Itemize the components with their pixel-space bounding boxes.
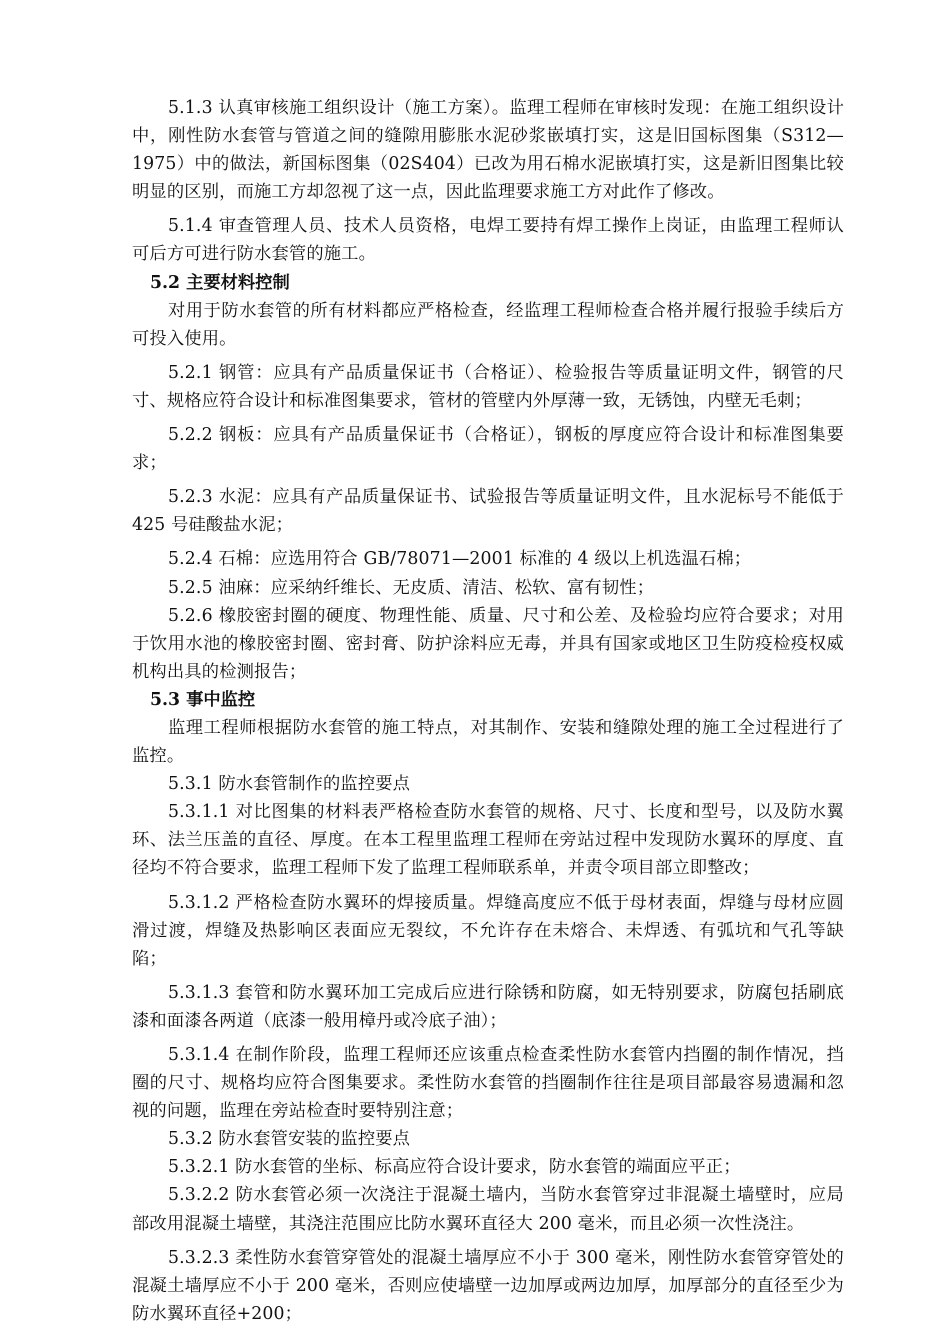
paragraph-5-2-3: 5.2.3 水泥：应具有产品质量保证书、试验报告等质量证明文件，且水泥标号不能低于 425 号硅酸盐水泥；	[132, 487, 844, 536]
subheading-5-3-1: 5.3.1 防水套管制作的监控要点	[168, 774, 411, 795]
paragraph-5-2-2: 5.2.2 钢板：应具有产品质量保证书（合格证），钢板的厚度应符合设计和标准图集要求；	[132, 425, 844, 474]
paragraph-5-2-5: 5.2.5 油麻：应采纳纤维长、无皮质、清洁、松软、富有韧性；	[168, 577, 655, 598]
paragraph-5-3-2-2: 5.3.2.2 防水套管必须一次浇注于混凝土墙内，当防水套管穿过非混凝土墙壁时，应局部改用混凝土墙壁，其浇注范围应比防水翼环直径大 200 毫米，而且必须一次性浇注。	[132, 1185, 844, 1234]
section-heading-5-3: 5.3 事中监控	[150, 689, 256, 710]
paragraph-5-1-3: 5.1.3 认真审核施工组织设计（施工方案）。监理工程师在审核时发现：在施工组织设计中，刚性防水套管与管道之间的缝隙用膨胀水泥砂浆嵌填打实，这是旧国标图集（S312—1975）中的做法，新国标图集（02S404）已改为用石棉水泥嵌填打实，这是新旧图集比较明显的区别，而施工方却忽视了这一点，因此监理要求施工方对此作了修改。	[132, 98, 844, 203]
subheading-5-3-2: 5.3.2 防水套管安装的监控要点	[168, 1129, 411, 1150]
paragraph-5-2-6: 5.2.6 橡胶密封圈的硬度、物理性能、质量、尺寸和公差、及检验均应符合要求；对用于饮用水池的橡胶密封圈、密封膏、防护涂料应无毒，并具有国家或地区卫生防疫检疫权威机构出具的检测报告；	[132, 605, 844, 682]
paragraph-5-3-2-3: 5.3.2.3 柔性防水套管穿管处的混凝土墙厚应不小于 300 毫米，刚性防水套管穿管处的混凝土墙厚应不小于 200 毫米，否则应使墙壁一边加厚或两边加厚，加厚部分的直径至少为防水翼环直径+200；	[132, 1247, 844, 1324]
paragraph-5-2-4: 5.2.4 石棉：应选用符合 GB/78071—2001 标准的 4 级以上机选温石棉；	[168, 549, 752, 570]
paragraph-5-1-4: 5.1.4 审查管理人员、技术人员资格，电焊工要持有焊工操作上岗证，由监理工程师认可后方可进行防水套管的施工。	[132, 216, 844, 265]
paragraph-5-3-1-4: 5.3.1.4 在制作阶段，监理工程师还应该重点检查柔性防水套管内挡圈的制作情况，挡圈的尺寸、规格均应符合图集要求。柔性防水套管的挡圈制作往往是项目部最容易遗漏和忽视的问题，监理在旁站检查时要特别注意；	[132, 1045, 844, 1122]
paragraph-5-3-intro: 监理工程师根据防水套管的施工特点，对其制作、安装和缝隙处理的施工全过程进行了监控。	[132, 717, 844, 767]
document-page	[132, 94, 844, 1328]
paragraph-5-3-1-2: 5.3.1.2 严格检查防水翼环的焊接质量。焊缝高度应不低于母材表面，焊缝与母材应圆滑过渡，焊缝及热影响区表面应无裂纹，不允许存在未熔合、未焊透、有弧坑和气孔等缺陷；	[132, 892, 844, 969]
paragraph-5-2-intro: 对用于防水套管的所有材料都应严格检查，经监理工程师检查合格并履行报验手续后方可投入使用。	[132, 300, 844, 349]
paragraph-5-2-1: 5.2.1 钢管：应具有产品质量保证书（合格证）、检验报告等质量证明文件，钢管的尺寸、规格应符合设计和标准图集要求，管材的管壁内外厚薄一致，无锈蚀，内壁无毛刺；	[132, 362, 844, 411]
paragraph-5-3-1-3: 5.3.1.3 套管和防水翼环加工完成后应进行除锈和防腐，如无特别要求，防腐包括刷底漆和面漆各两道（底漆一般用樟丹或冷底子油）；	[132, 982, 844, 1031]
section-heading-5-2: 5.2 主要材料控制	[150, 272, 290, 293]
paragraph-5-3-2-1: 5.3.2.1 防水套管的坐标、标高应符合设计要求，防水套管的端面应平正；	[168, 1157, 741, 1178]
paragraph-5-3-1-1: 5.3.1.1 对比图集的材料表严格检查防水套管的规格、尺寸、长度和型号，以及防水翼环、法兰压盖的直径、厚度。在本工程里监理工程师在旁站过程中发现防水翼环的厚度、直径均不符合要求，监理工程师下发了监理工程师联系单，并责令项目部立即整改；	[132, 802, 844, 879]
